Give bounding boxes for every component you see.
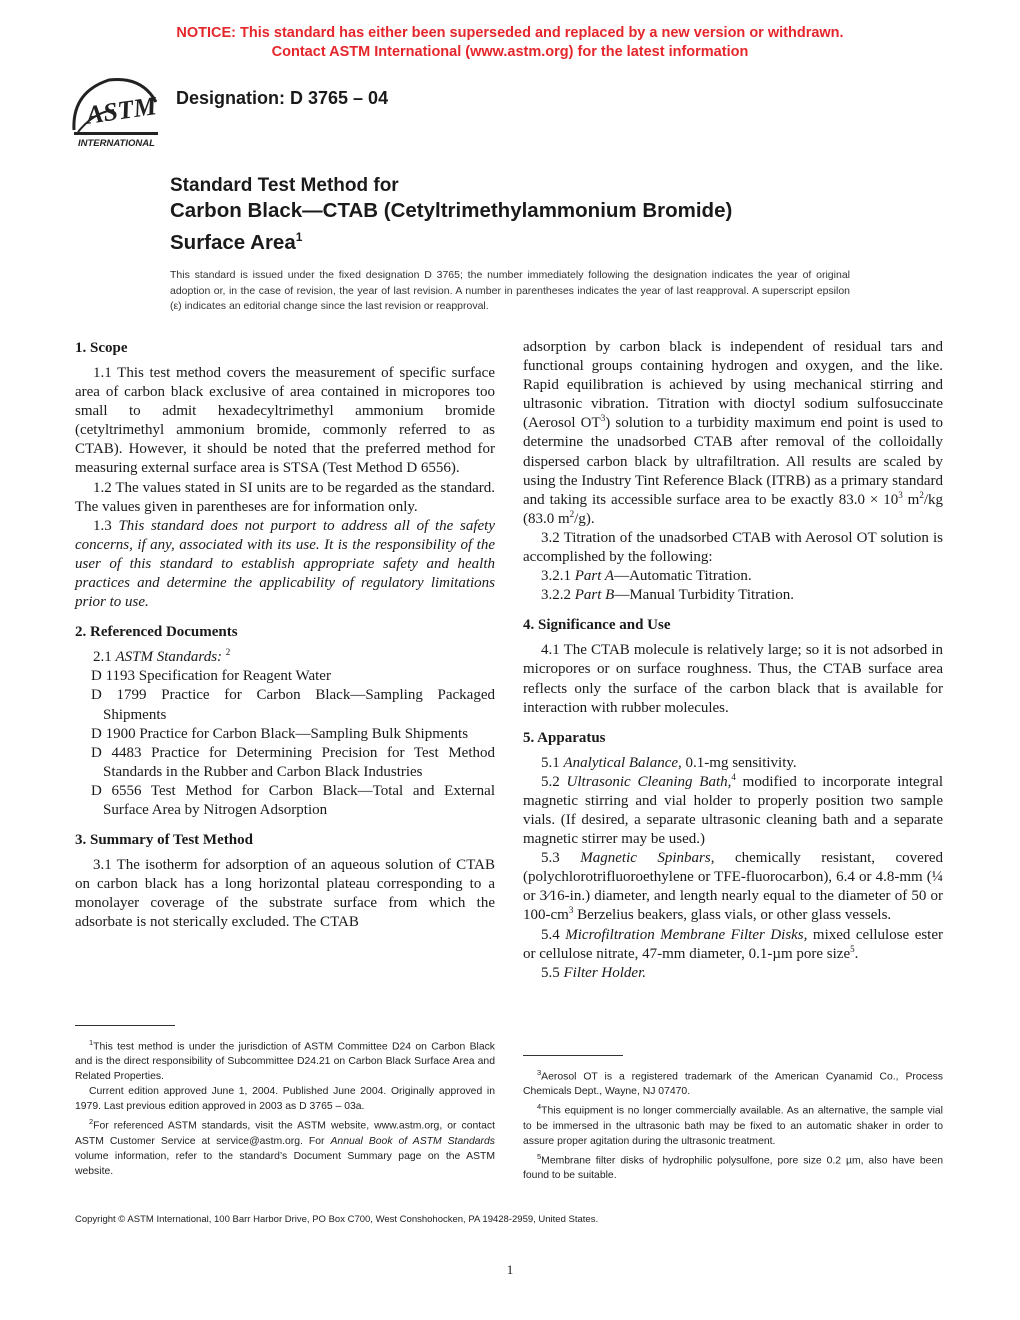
para-2-1: 2.1 ASTM Standards: $^2$ bbox=[93, 647, 231, 666]
footnote-2: $^2$For referenced ASTM standards, visit the ASTM website, www.astm.org, or contact ASTM Customer Service at service@astm.org. For Annual Book of ASTM Standards volume information, refer to the standard’s Document Summary page on the ASTM website. bbox=[75, 1117, 495, 1177]
para-5-4: 5.4 Microfiltration Membrane Filter Disks, mixed cellulose ester or cellulose nitrate, 47-mm diameter, 0.1-µm pore size$^5$. bbox=[523, 926, 944, 962]
issue-note: This standard is issued under the fixed designation D 3765; the number immediately following the designation indicates the year of original adoption or, in the case of revision, the year of last revision. A number in parentheses indicates the year of last reapproval. A superscript epsilon (ε) indicates an editorial change since the last revision or reapproval. bbox=[170, 269, 850, 312]
significance-heading: 4. Significance and Use bbox=[523, 617, 671, 634]
footnote-5: $^5$Membrane filter disks of hydrophilic polysulfone, pore size 0.2 µm, also have been found to be suitable. bbox=[523, 1151, 943, 1182]
document-title bbox=[170, 174, 732, 256]
para-5-1: 5.1 Analytical Balance, 0.1-mg sensitivity. bbox=[541, 754, 797, 771]
para-3-1: 3.1 The isotherm for adsorption of an aqueous solution of CTAB on carbon black has a long horizontal plateau corresponding to a monolayer coverage of the substrate surface from which the adsorbate is not sterically excluded. The CTAB bbox=[75, 857, 495, 931]
footnote-4: $^4$This equipment is no longer commercially available. As an alternative, the sample vial to be immersed in the ultrasonic bath may be fixed to an automatic shaker in order to assure proper agitation during the ultrasonic treatment. bbox=[523, 1102, 943, 1147]
designation: Designation: D 3765 – 04 bbox=[176, 88, 389, 108]
notice-line-1: NOTICE: This standard has either been superseded and replaced by a new version or withdrawn. bbox=[176, 25, 844, 41]
logo-text: ASTM bbox=[84, 91, 159, 130]
summary-heading: 3. Summary of Test Method bbox=[75, 832, 253, 849]
ref-d1193: D 1193 Specification for Reagent Water bbox=[91, 668, 331, 685]
scope-heading: 1. Scope bbox=[75, 340, 128, 356]
notice-banner bbox=[0, 24, 1020, 62]
para-3-2: 3.2 Titration of the unadsorbed CTAB with Aerosol OT solution is accomplished by the following: bbox=[523, 529, 943, 566]
left-column bbox=[75, 338, 495, 932]
para-4-1: 4.1 The CTAB molecule is relatively large; so it is not adsorbed in micropores or on surface roughness. Thus, the CTAB surface area reflects only the surface of the carbon black that is available for interaction with rubber molecules. bbox=[523, 642, 943, 716]
para-1-3: 1.3 This standard does not purport to address all of the safety concerns, if any, associated with its use. It is the responsibility of the user of this standard to establish appropriate safety and health practices and determine the applicability of regulatory limitations prior to use. bbox=[75, 517, 496, 611]
logo-subtext: INTERNATIONAL bbox=[78, 138, 155, 149]
right-column bbox=[523, 338, 943, 983]
footnote-rule-right bbox=[523, 1055, 623, 1056]
ref-d1900: D 1900 Practice for Carbon Black—Sampling Bulk Shipments bbox=[91, 725, 469, 742]
title-footnote-mark: 1 bbox=[295, 230, 303, 244]
footnote-1b: Current edition approved June 1, 2004. Published June 2004. Originally approved in 1979. Last previous edition approved in 2003 as D 3765 – 03a. bbox=[75, 1086, 495, 1113]
footnote-1: $^1$This test method is under the jurisdiction of ASTM Committee D24 on Carbon Black and is the direct responsibility of Subcommittee D24.21 on Carbon Black Surface Area and Related Properties. bbox=[75, 1038, 495, 1083]
ref-d4483: D 4483 Practice for Determining Precision for Test Method Standards in the Rubber and Carbon Black Industries bbox=[91, 744, 495, 780]
footnotes-right bbox=[523, 1065, 943, 1183]
copyright-line: Copyright © ASTM International, 100 Barr Harbor Drive, PO Box C700, West Conshohocken, PA 19428-2959, United States. bbox=[75, 1214, 599, 1225]
para-1-2: 1.2 The values stated in SI units are to be regarded as the standard. The values given in parentheses are for information only. bbox=[75, 479, 495, 515]
title-line-3: Surface Area bbox=[170, 230, 296, 254]
para-5-5: 5.5 Filter Holder. bbox=[541, 964, 646, 981]
para-5-3: 5.3 Magnetic Spinbars, chemically resistant, covered (polychlorotrifluoroethylene or TFE-fluorocarbon), 6.4 or 4.8-mm (¼ or 3⁄16-in.) diameter, and length nearly equal to the diameter of 50 or $100-cm^3$ Berzelius beakers, glass vials, or other glass vessels. bbox=[523, 850, 943, 924]
para-3-2-1: 3.2.1 Part A—Automatic Titration. bbox=[541, 568, 752, 585]
ref-d6556: D 6556 Test Method for Carbon Black—Total and External Surface Area by Nitrogen Adsorption bbox=[91, 782, 495, 818]
para-1-1: 1.1 This test method covers the measurement of specific surface area of carbon black exclusive of area contained in micropores too small to admit hexadecyltrimethyl ammonium bromide (cetyltrimethyl ammonium bromide, commonly referred to as CTAB). However, it should be noted that the preferred method for measuring external surface area is STSA (Test Method D 6556). bbox=[75, 365, 495, 477]
astm-logo bbox=[64, 72, 164, 152]
apparatus-heading: 5. Apparatus bbox=[523, 729, 606, 746]
footnotes-left bbox=[75, 1035, 495, 1179]
footnote-rule-left bbox=[75, 1025, 175, 1026]
refdocs-heading: 2. Referenced Documents bbox=[75, 624, 238, 641]
notice-line-2: Contact ASTM International (www.astm.org) for the latest information bbox=[271, 44, 749, 60]
page-number: 1 bbox=[506, 1262, 514, 1277]
footnote-3: $^3$Aerosol OT is a registered trademark of the American Cyanamid Co., Process Chemicals Dept., Wayne, NJ 07470. bbox=[523, 1068, 943, 1098]
title-line-1: Standard Test Method for bbox=[170, 175, 399, 196]
para-3-2-2: 3.2.2 Part B—Manual Turbidity Titration. bbox=[541, 587, 794, 604]
para-5-2: 5.2 Ultrasonic Cleaning Bath,$^4$ modified to incorporate integral magnetic stirring and vial holder to properly position two sample vials. (If desired, a separate ultrasonic cleaning bath and a separate magnetic stirrer may be used.) bbox=[523, 771, 944, 848]
para-3-1-continued: adsorption by carbon black is independent of residual tars and functional groups containing hydrogen and oxygen, and the like. Rapid equilibration is achieved by using mechanical stirring and ultrasonic vibration. Titration with dioctyl sodium sulfosuccinate (Aerosol $OT^3$) solution to a turbidity maximum end point is used to determine the unadsorbed CTAB after removal of the colloidally dispersed carbon black by ultrafiltration. All results are scaled by using the Industry Tint Reference Black (ITRB) as a primary standard and taking its accessible surface area to be exactly $83.0 \times 10^3$ $m^2/kg$ (83.0 $m^2/g$). bbox=[523, 339, 943, 527]
title-line-2: Carbon Black—CTAB (Cetyltrimethylammonium Bromide) bbox=[170, 199, 733, 222]
ref-d1799: D 1799 Practice for Carbon Black—Sampling Packaged Shipments bbox=[91, 687, 495, 723]
